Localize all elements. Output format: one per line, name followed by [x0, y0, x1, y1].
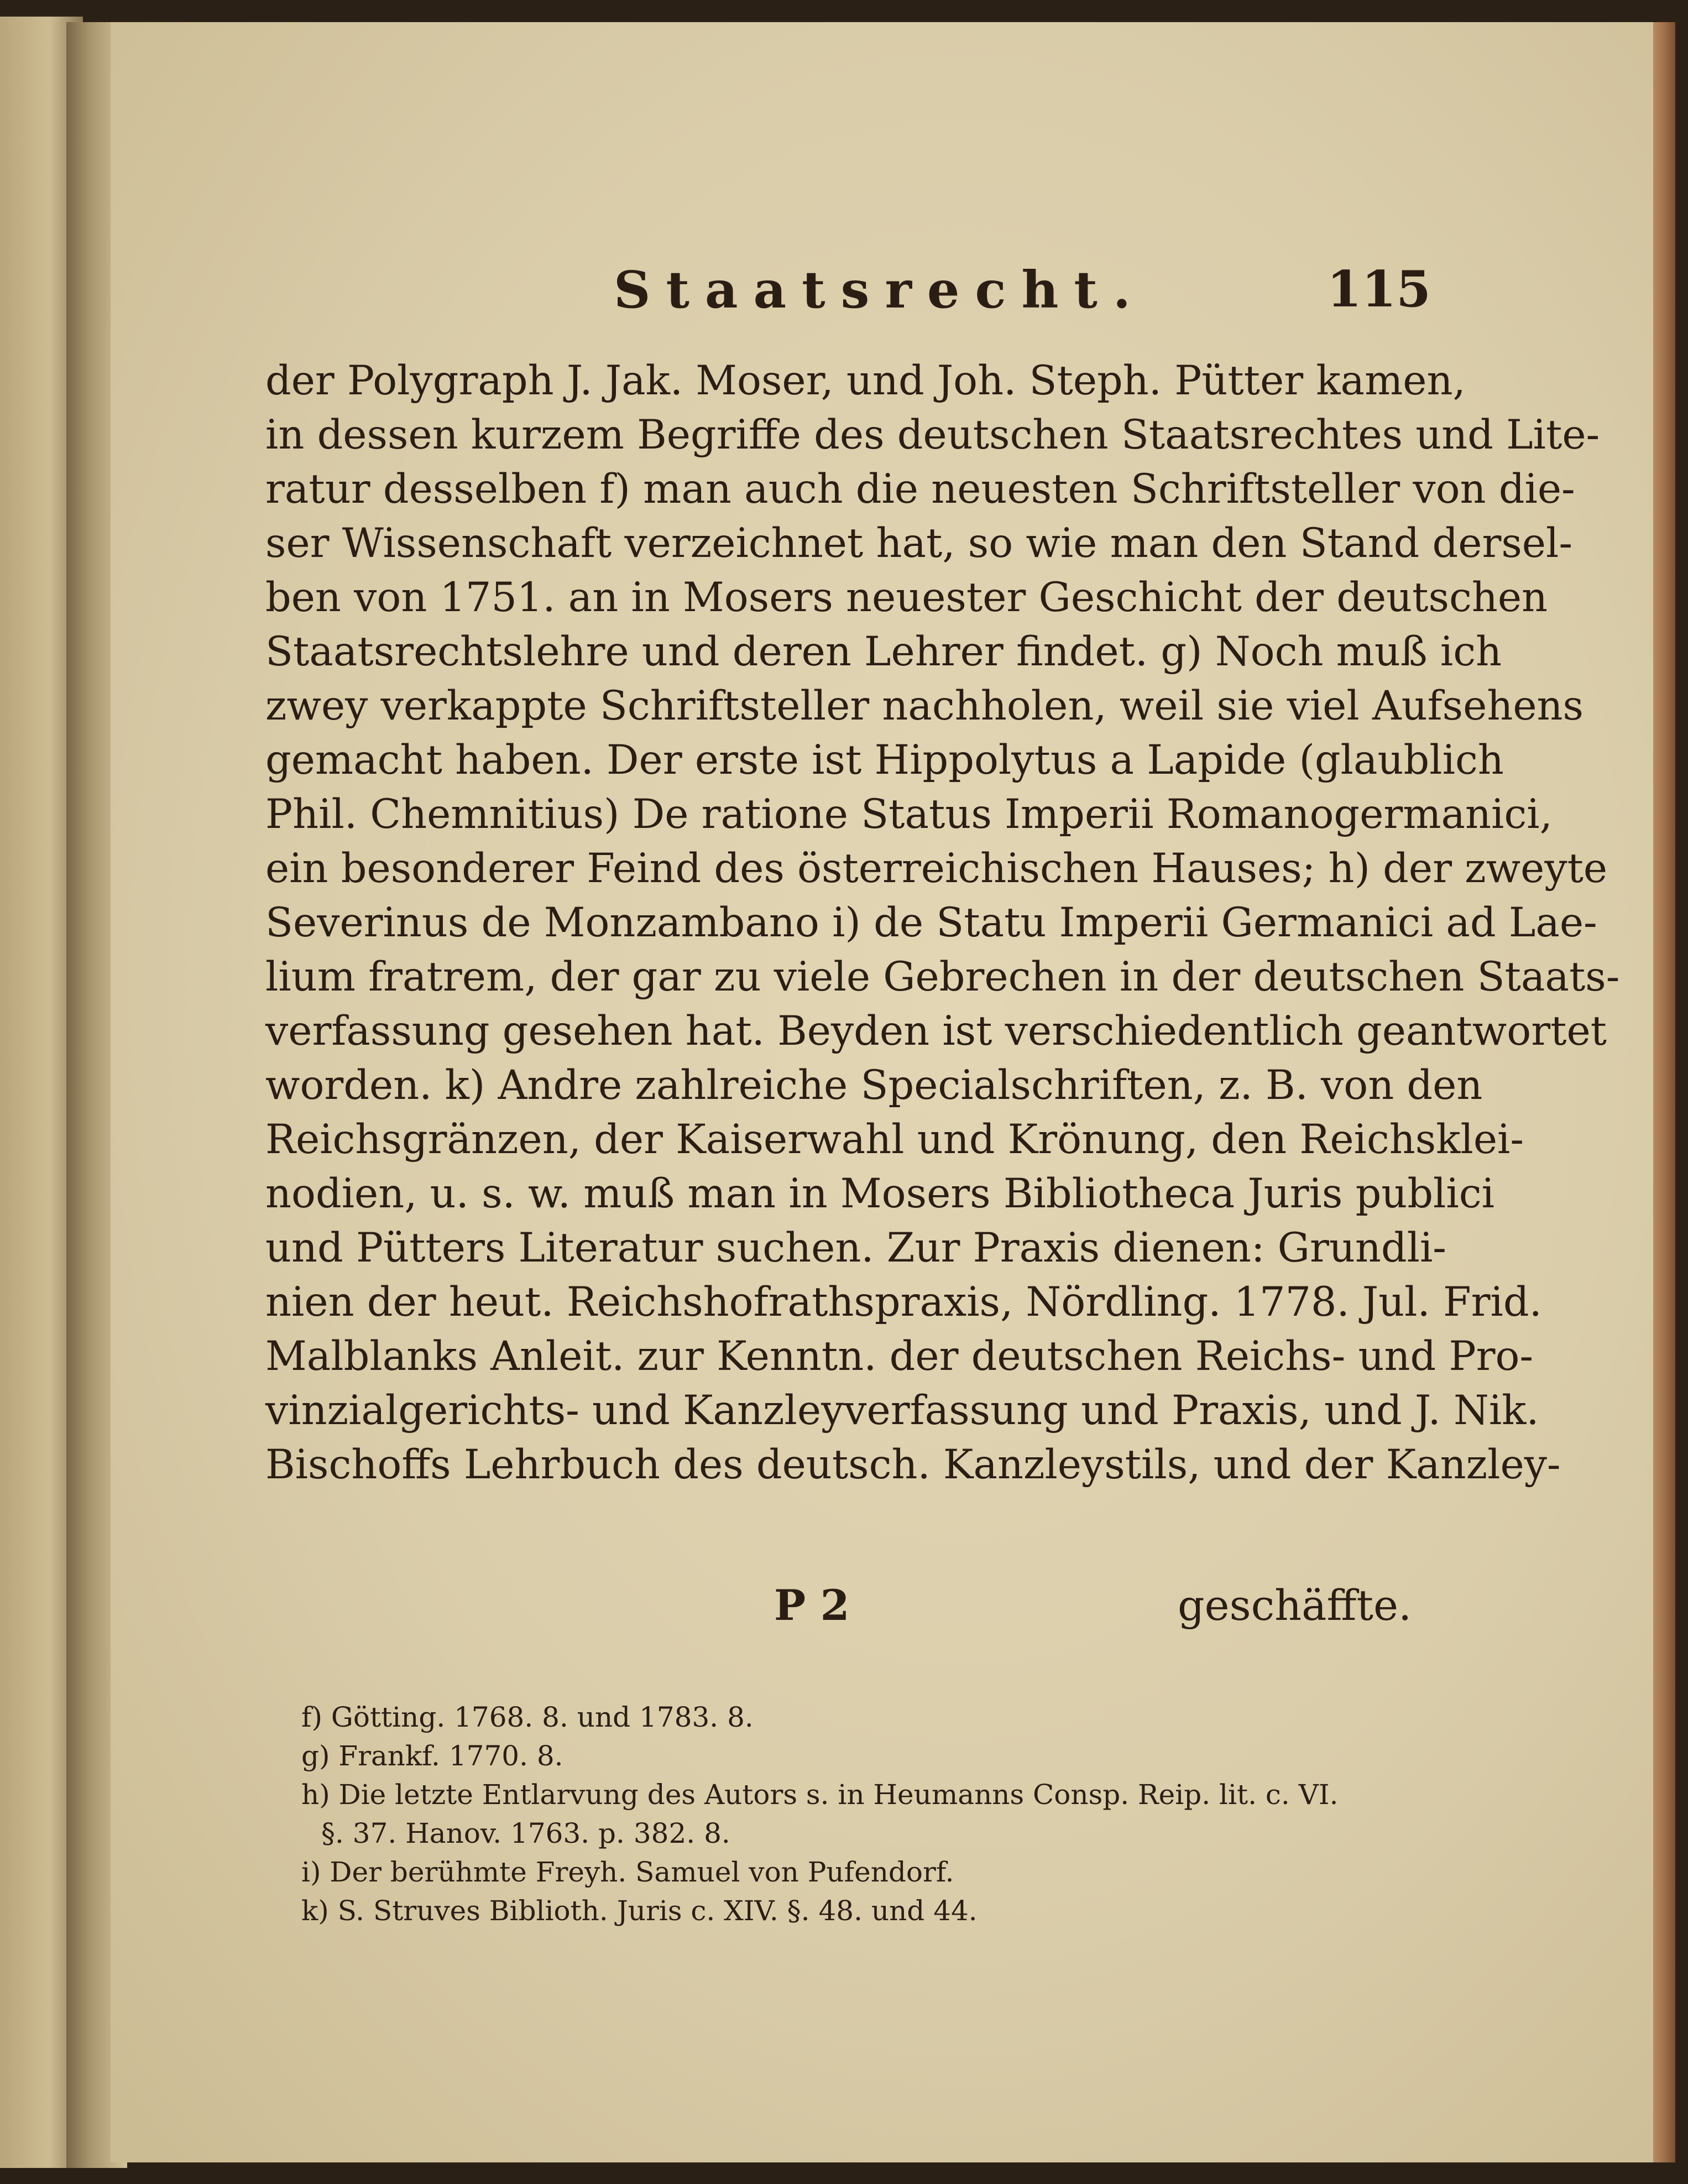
text-line: Malblanks Anleit. zur Kenntn. der deutschen Reichs- und Pro-	[265, 1333, 1534, 1380]
text-line: ben von 1751. an in Mosers neuester Geschicht der deutschen	[265, 574, 1548, 621]
page-number: 115	[1327, 260, 1431, 319]
page-edge-right	[1653, 22, 1675, 2162]
signature-mark: P 2	[774, 1581, 850, 1630]
running-header-title: Staatsrecht.	[614, 260, 1146, 320]
text-line: zwey verkappte Schriftsteller nachholen, weil sie viel Aufsehens	[265, 682, 1584, 729]
catchword: geschäffte.	[1178, 1581, 1412, 1630]
text-line: lium fratrem, der gar zu viele Gebrechen in der deutschen Staats-	[265, 953, 1620, 1000]
text-line: Bischoffs Lehrbuch des deutsch. Kanzleystils, und der Kanzley-	[265, 1441, 1561, 1488]
footnote: g) Frankf. 1770. 8.	[301, 1740, 563, 1772]
text-line: ser Wissenschaft verzeichnet hat, so wie man den Stand dersel-	[265, 520, 1573, 567]
text-line: der Polygraph J. Jak. Moser, und Joh. Steph. Pütter kamen,	[265, 357, 1466, 404]
text-line: und Pütters Literatur suchen. Zur Praxis dienen: Grundli-	[265, 1224, 1446, 1271]
text-line: in dessen kurzem Begriffe des deutschen Staatsrechtes und Lite-	[265, 411, 1600, 458]
footnote: f) Götting. 1768. 8. und 1783. 8.	[301, 1701, 754, 1733]
text-line: Severinus de Monzambano i) de Statu Imperii Germanici ad Lae-	[265, 899, 1597, 946]
text-line: verfassung gesehen hat. Beyden ist verschiedentlich geantwortet	[265, 1008, 1607, 1055]
text-line: worden. k) Andre zahlreiche Specialschriften, z. B. von den	[265, 1062, 1483, 1109]
footnote-continuation: §. 37. Hanov. 1763. p. 382. 8.	[321, 1817, 730, 1849]
text-line: nien der heut. Reichshofrathspraxis, Nördling. 1778. Jul. Frid.	[265, 1279, 1542, 1326]
footnote: h) Die letzte Entlarvung des Autors s. in Heumanns Consp. Reip. lit. c. VI.	[301, 1779, 1339, 1811]
footnote: i) Der berühmte Freyh. Samuel von Pufendorf.	[301, 1856, 954, 1888]
text-line: ein besonderer Feind des österreichischen Hauses; h) der zweyte	[265, 845, 1608, 892]
body-text	[265, 354, 1620, 1492]
text-line: ratur desselben f) man auch die neuesten Schriftsteller von die-	[265, 466, 1575, 513]
footnote: k) S. Struves Biblioth. Juris c. XIV. §. 48. und 44.	[301, 1895, 978, 1927]
footnotes	[301, 1698, 1396, 1930]
text-line: nodien, u. s. w. muß man in Mosers Bibliotheca Juris publici	[265, 1170, 1494, 1217]
text-line: Phil. Chemnitius) De ratione Status Imperii Romanogermanici,	[265, 791, 1553, 838]
text-line: Reichsgränzen, der Kaiserwahl und Krönung, den Reichsklei-	[265, 1116, 1524, 1163]
text-line: vinzialgerichts- und Kanzleyverfassung und Praxis, und J. Nik.	[265, 1387, 1539, 1434]
text-line: gemacht haben. Der erste ist Hippolytus a Lapide (glaublich	[265, 737, 1504, 784]
text-line: Staatsrechtslehre und deren Lehrer findet. g) Noch muß ich	[265, 628, 1502, 675]
